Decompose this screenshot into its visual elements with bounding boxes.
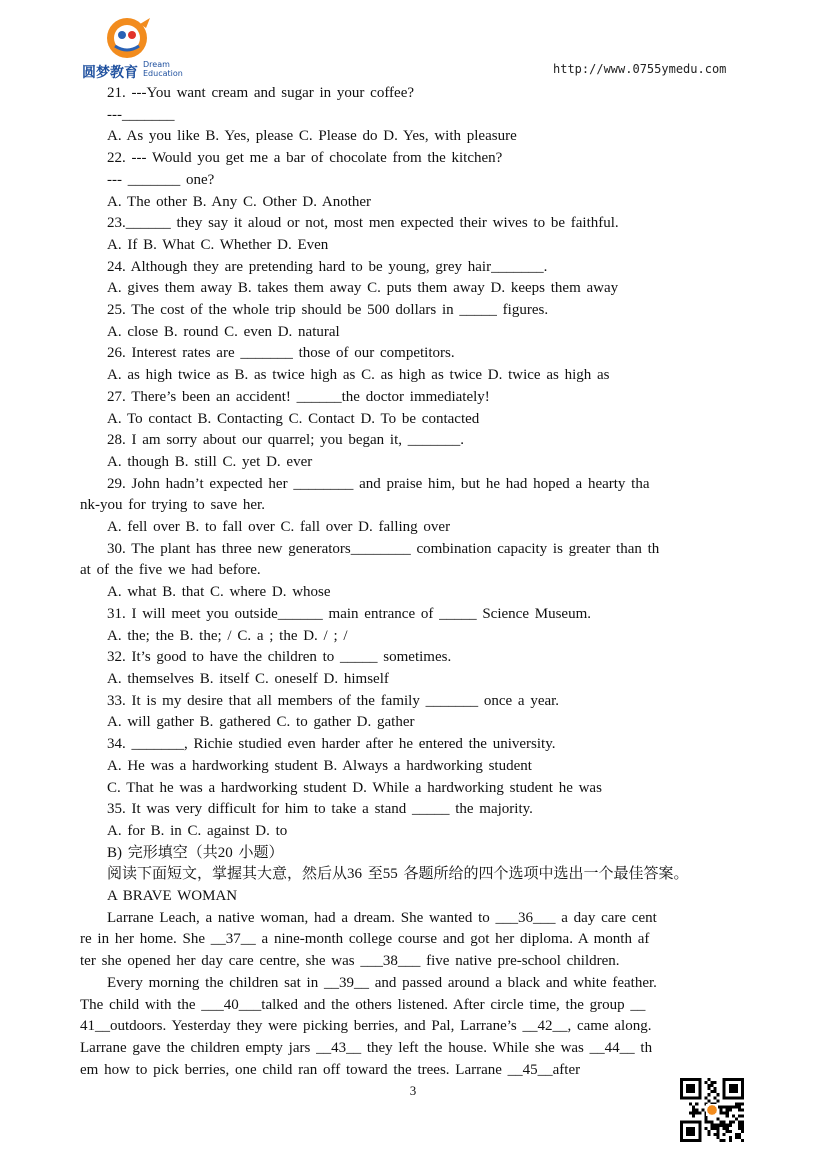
text-line: A. gives them away B. takes them away C. puts them away D. keeps them away (107, 280, 619, 297)
text-line: A. though B. still C. yet D. ever (107, 453, 313, 470)
text-line: --- _______ one? (107, 171, 215, 188)
qr-code (680, 1078, 744, 1142)
text-line: A. If B. What C. Whether D. Even (107, 236, 329, 253)
text-line: 21. ---You want cream and sugar in your coffee? (107, 85, 415, 101)
text-line: 30. The plant has three new generators________ combination capacity is greater than th (107, 540, 660, 557)
text-line: 27. There’s been an accident! ______the doctor immediately! (107, 388, 490, 405)
text-line: 24. Although they are pretending hard to be young, grey hair_______. (107, 258, 548, 275)
text-line: 28. I am sorry about our quarrel; you began it, _______. (107, 432, 465, 449)
header-url: http://www.0755ymedu.com (553, 62, 727, 76)
text-line: 32. It’s good to have the children to _____ sometimes. (107, 649, 452, 666)
document-body (80, 83, 746, 1081)
text-line: The child with the ___40___talked and the others listened. After circle time, the group __ (80, 996, 646, 1013)
text-line: 34. _______, Richie studied even harder after he entered the university. (107, 736, 556, 753)
logo-sub-bottom: Education (143, 69, 183, 78)
text-line: Larrane Leach, a native woman, had a dream. She wanted to ___36___ a day care cent (107, 909, 657, 926)
text-line: A. The other B. Any C. Other D. Another (107, 193, 372, 210)
text-line: 26. Interest rates are _______ those of our competitors. (107, 345, 455, 362)
text-line: A. will gather B. gathered C. to gather D. gather (107, 714, 415, 731)
text-line: 29. John hadn’t expected her ________ and praise him, but he had hoped a hearty tha (107, 475, 650, 492)
text-line: Larrane gave the children empty jars __43__ they left the house. While she was __44__ th (80, 1039, 653, 1056)
page-number: 3 (409, 1083, 417, 1098)
text-line: 23.______ they say it aloud or not, most men expected their wives to be faithful. (107, 215, 619, 232)
text-line: A. what B. that C. where D. whose (107, 584, 331, 601)
text-line: B) 完形填空（共20 小题） (107, 844, 284, 861)
text-line: A. themselves B. itself C. oneself D. himself (107, 670, 389, 687)
text-line: C. That he was a hardworking student D. While a hardworking student he was (107, 779, 602, 796)
text-line: em how to pick berries, one child ran off toward the trees. Larrane __45__after (80, 1061, 581, 1078)
text-line: 22. --- Would you get me a bar of chocolate from the kitchen? (107, 150, 503, 167)
text-line: A. the; the B. the; / C. a ; the D. / ; / (107, 627, 348, 644)
text-line: A. To contact B. Contacting C. Contact D. To be contacted (107, 410, 480, 427)
text-line: at of the five we had before. (80, 562, 261, 579)
text-line: A. He was a hardworking student B. Always a hardworking student (107, 757, 532, 774)
text-line: re in her home. She __37__ a nine-month college course and got her diploma. A month af (80, 931, 650, 948)
text-line: 25. The cost of the whole trip should be 500 dollars in _____ figures. (107, 302, 549, 319)
text-line: 35. It was very difficult for him to take a stand _____ the majority. (107, 801, 533, 818)
text-line: A BRAVE WOMAN (107, 888, 238, 905)
text-line: ---_______ (107, 106, 175, 123)
text-line: 41__outdoors. Yesterday they were picking berries, and Pal, Larrane’s __42__, came along. (80, 1018, 652, 1035)
text-line: nk-you for trying to save her. (80, 497, 265, 514)
text-line: 33. It is my desire that all members of the family _______ once a year. (107, 692, 560, 709)
logo-sub-top: Dream (143, 60, 170, 69)
text-line: 阅读下面短文，掌握其大意，然后从36 至55 各题所给的四个选项中选出一个最佳答案。 (107, 866, 689, 883)
text-line: Every morning the children sat in __39__ and passed around a black and white feather. (107, 974, 657, 991)
text-line: A. as high twice as B. as twice high as C. as high as twice D. twice as high as (107, 367, 610, 384)
logo-text: 圆梦教育 (82, 65, 138, 81)
text-line: 31. I will meet you outside______ main entrance of _____ Science Museum. (107, 605, 591, 622)
text-line: A. As you like B. Yes, please C. Please do D. Yes, with pleasure (107, 128, 517, 145)
dream-education-logo (82, 14, 182, 84)
text-line: A. for B. in C. against D. to (107, 822, 288, 839)
text-line: ter she opened her day care centre, she was ___38___ five native pre-school children. (80, 953, 620, 970)
text-line: A. close B. round C. even D. natural (107, 323, 340, 340)
text-line: A. fell over B. to fall over C. fall over D. falling over (107, 519, 451, 536)
